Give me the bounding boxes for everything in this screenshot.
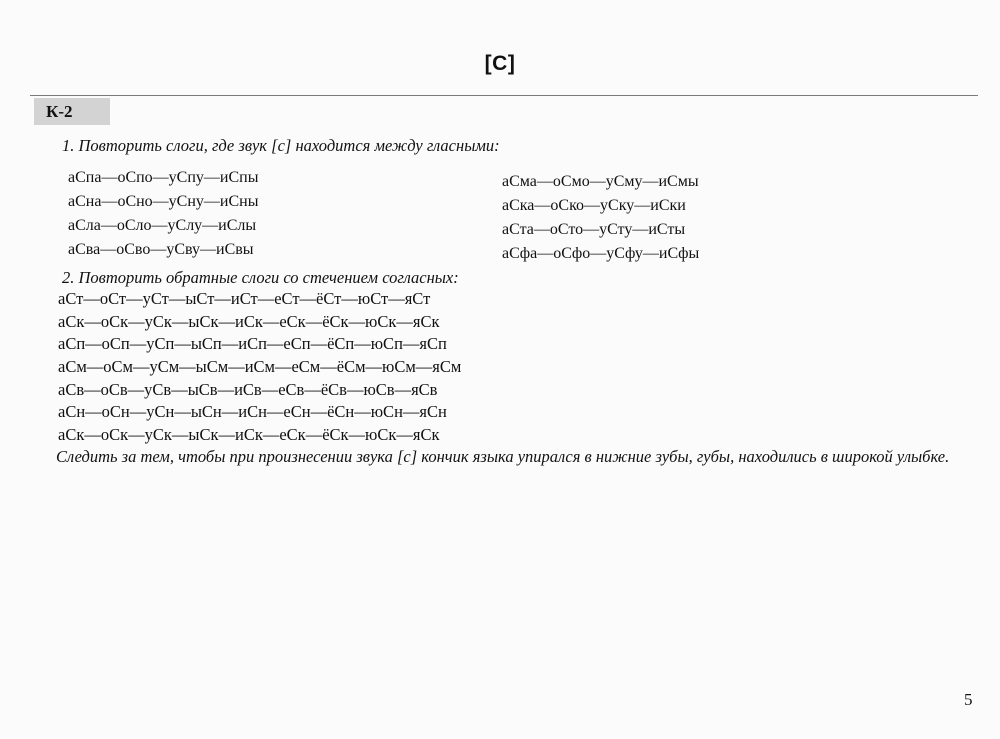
syllable-line: аСма—оСмо—уСму—иСмы [502,173,699,190]
instruction-note: Следить за тем, чтобы при произнесении звука [с] кончик языка упирался в нижние зубы, губы, находились в широкой улыбке. [56,447,950,466]
syllable-row: аСт—оСт—уСт—ыСт—иСт—еСт—ёСт—юСт—яСт [58,289,431,308]
page-title: [С] [484,52,516,75]
syllable-row: аСн—оСн—уСн—ыСн—иСн—еСн—ёСн—юСн—яСн [58,402,447,422]
page-number: 5 [964,690,973,709]
header-divider [30,95,978,96]
syllable-row: аСп—оСп—уСп—ыСп—иСп—еСп—ёСп—юСп—яСп [58,334,447,354]
syllable-row: аСк—оСк—уСк—ыСк—иСк—еСк—ёСк—юСк—яСк [58,425,440,445]
exercise-1-left-column [68,166,258,262]
syllable-line: аСта—оСто—уСту—иСты [502,221,686,238]
syllable-line: аСпа—оСпо—уСпу—иСпы [68,169,259,186]
syllable-line: аСва—оСво—уСву—иСвы [68,241,254,258]
syllable-line: аСла—оСло—уСлу—иСлы [68,217,257,234]
exercise-2-heading: 2. Повторить обратные слоги со стечением согласных: [62,268,459,287]
exercise-1-right-column [502,170,699,266]
syllable-row: аСм—оСм—уСм—ыСм—иСм—еСм—ёСм—юСм—яСм [58,357,462,377]
exercise-1-heading: 1. Повторить слоги, где звук [с] находится между гласными: [62,136,500,155]
syllable-row: аСв—оСв—уСв—ыСв—иСв—еСв—ёСв—юСв—яСв [58,379,438,399]
syllable-line: аСна—оСно—уСну—иСны [68,193,259,210]
syllable-row: аСк—оСк—уСк—ыСк—иСк—еСк—ёСк—юСк—яСк [58,311,440,331]
syllable-line: аСфа—оСфо—уСфу—иСфы [502,245,700,262]
exercise-2-rows [58,288,461,447]
section-badge: К-2 [34,98,110,125]
syllable-line: аСка—оСко—уСку—иСки [502,197,686,214]
